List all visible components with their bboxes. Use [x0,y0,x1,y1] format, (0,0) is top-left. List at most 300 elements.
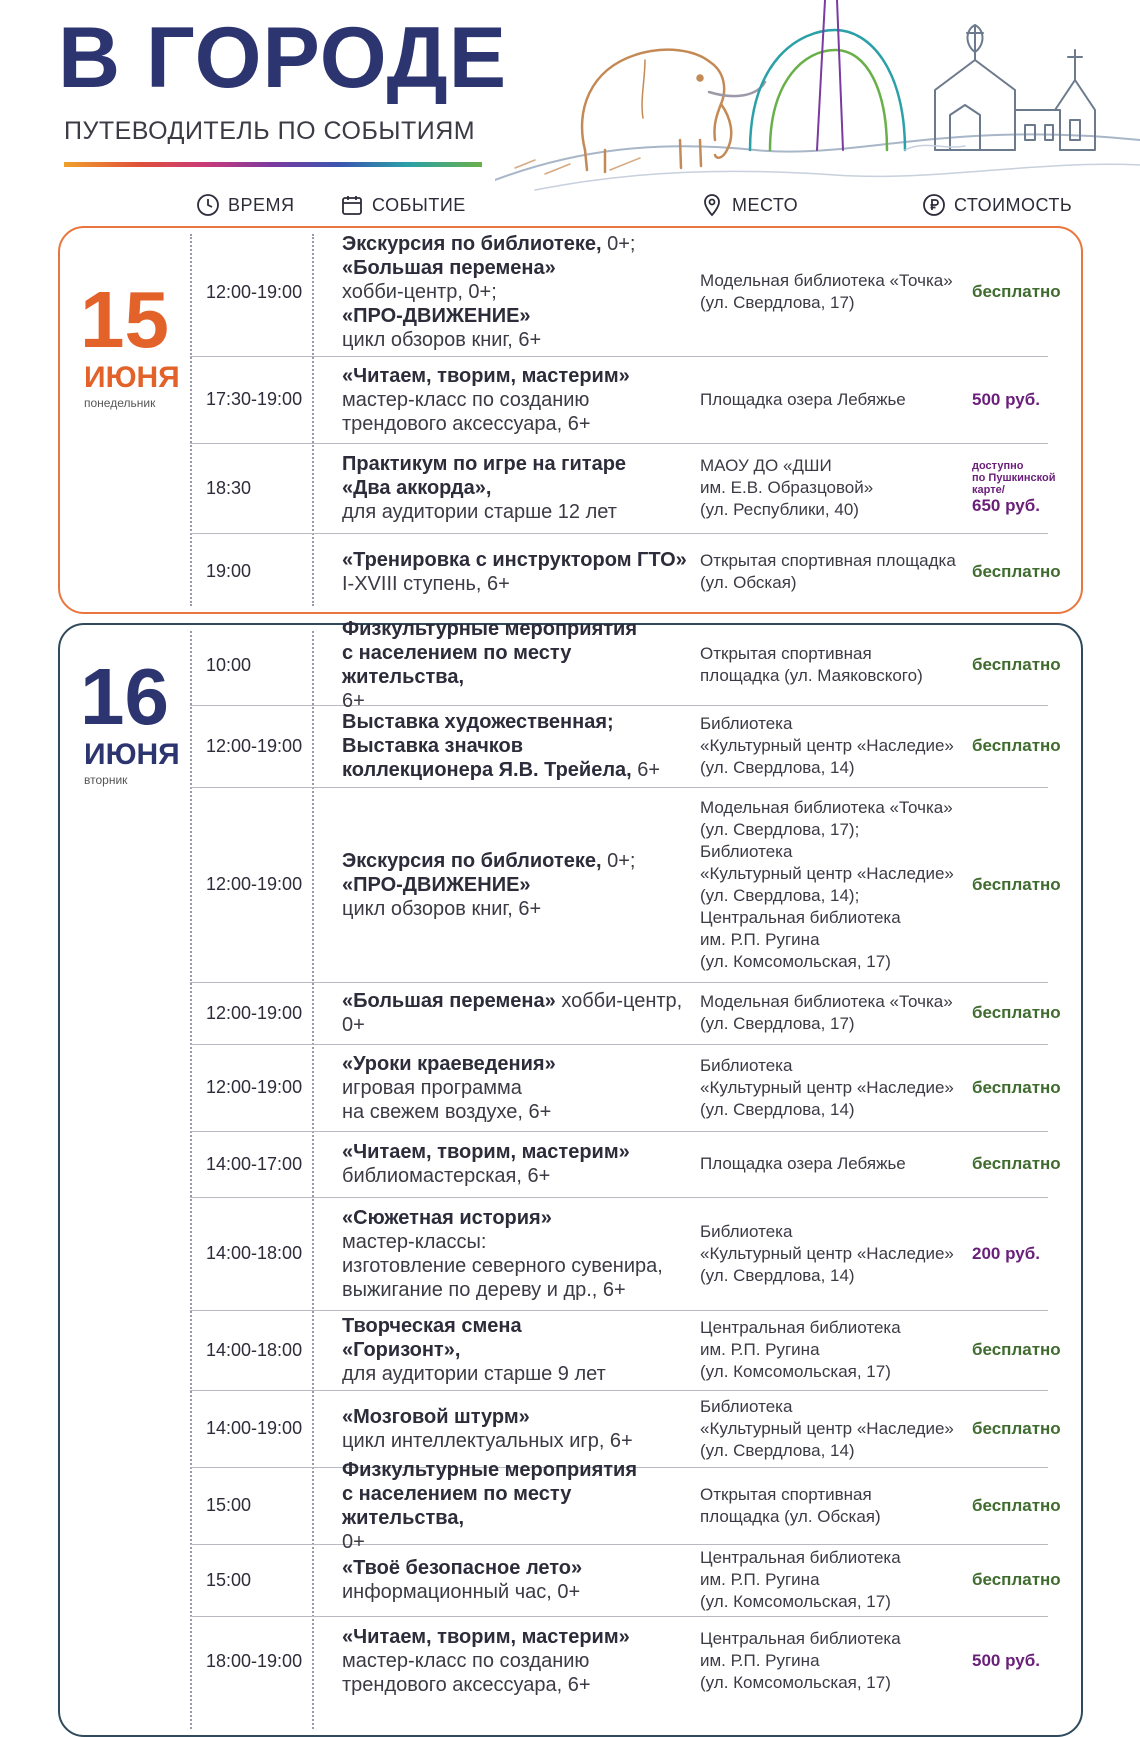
event-lines [342,1625,630,1697]
event-line [342,873,635,897]
price-block [972,460,1055,516]
place-line: (ул. Свердлова, 14) [700,1265,855,1285]
event-line [342,617,697,641]
event-title: «Сюжетная история» [342,1206,552,1229]
event-line [342,1673,630,1697]
event-lines [342,1458,697,1554]
price-value: 500 руб. [972,1651,1040,1670]
place-line: Площадка озера Лебяжье [700,389,906,409]
place-lines [700,1055,954,1121]
place-line: (ул. Республики, 40) [700,500,859,519]
place-line: (ул. Комсомольская, 17) [700,1673,891,1692]
price-value: бесплатно [972,655,1061,674]
event-row [190,228,1061,357]
event-row [190,787,1061,983]
event-price [972,1467,1082,1544]
place-line: (ул. Свердлова, 14); [700,885,860,905]
price-value: 200 руб. [972,1243,1040,1263]
place-lines [700,455,873,521]
event-line [342,1362,606,1386]
place-line: Открытая спортивная площадка [700,550,956,570]
event-detail: для аудитории старше 12 лет [342,501,617,523]
event-title: Практикум по игре на гитаре [342,453,627,475]
event-lines [342,364,630,436]
place-line: Модельная библиотека «Точка» [700,992,953,1011]
event-price [972,356,1082,443]
event-line [342,452,626,476]
place-line: (ул. Свердлова, 14) [700,1440,855,1460]
event-line [342,641,697,689]
place-line: «Культурный центр «Наследие» [700,1077,954,1097]
event-title: Физкультурные мероприятия [342,1458,637,1481]
price-block [972,655,1061,675]
event-time: 12:00-19:00 [206,735,303,756]
event-detail: 0+; [607,849,636,872]
event-lines [342,452,626,524]
place-lines [700,1628,901,1694]
event-place [700,705,962,787]
place-line: (ул. Обская) [700,572,797,592]
event-time: 18:30 [206,477,252,498]
event-line [342,1314,606,1338]
event-line [342,710,660,734]
event-line [342,232,635,256]
event-row [190,1544,1061,1617]
event-time: 12:00-19:00 [206,874,303,894]
price-block [972,1078,1061,1098]
event-description [342,533,697,610]
event-line [342,1230,663,1254]
event-time: 14:00-19:00 [206,1418,303,1438]
event-title: «Читаем, творим, мастерим» [342,1141,630,1163]
event-detail: I-XVIII ступень, 6+ [342,572,510,595]
event-row [190,1310,1061,1391]
column-header-time [196,193,295,217]
event-place [700,1544,962,1616]
event-detail: для аудитории старше 9 лет [342,1363,606,1385]
event-place [700,443,962,533]
event-line [342,1164,630,1188]
event-price [972,1197,1082,1310]
event-price [972,1044,1082,1131]
place-lines [700,1221,954,1287]
place-lines [700,550,956,594]
place-line: Библиотека [700,714,793,733]
event-line [342,1278,663,1302]
event-title: «Большая перемена» [342,257,556,279]
event-line [342,1625,630,1649]
place-line: МАОУ ДО «ДШИ [700,456,832,475]
event-place [700,1616,962,1706]
price-value: 650 руб. [972,496,1040,515]
event-row [190,1458,1061,1553]
event-lines [342,1052,556,1124]
event-title: «Твоё безопасное лето» [342,1557,583,1579]
event-row [190,1616,1048,1706]
event-title: «Мозговой штурм» [342,1405,530,1428]
event-row [190,618,1061,712]
place-line: (ул. Свердлова, 14) [700,1099,855,1119]
place-line: Открытая спортивная [700,644,872,663]
rainbow-divider [64,162,482,167]
event-lines [342,1140,630,1188]
clock-icon [196,193,220,217]
event-place [700,533,962,610]
event-line [342,1140,630,1164]
place-line: (ул. Комсомольская, 17) [700,951,891,971]
event-description [342,982,697,1044]
event-time: 17:30-19:00 [206,389,303,409]
event-place [700,1044,962,1131]
event-row [190,1044,1061,1132]
city-illustration [495,0,1140,200]
event-line [342,849,635,873]
event-lines [342,548,687,596]
event-title: «ПРО-ДВИЖЕНИЕ» [342,305,531,327]
column-label-price: СТОИМОСТЬ [954,194,1073,215]
event-time: 12:00-19:00 [206,1077,303,1097]
event-place [700,1467,962,1544]
event-time: 12:00-19:00 [206,1002,303,1023]
place-line: им. Р.П. Ругина [700,929,820,949]
event-title: Физкультурные мероприятия [342,618,637,640]
price-block [972,1154,1061,1174]
event-lines [342,1405,633,1453]
price-block [972,1003,1061,1023]
event-detail: выжигание по дереву и др., 6+ [342,1278,626,1301]
pushkin-card-note: карте/ [972,484,1005,496]
event-place [700,1310,962,1390]
event-description [342,1044,697,1131]
event-title: «Тренировка с инструктором ГТО» [342,548,687,571]
place-line: (ул. Комсомольская, 17) [700,1592,891,1611]
event-title: Экскурсия по библиотеке, [342,849,608,872]
event-line [342,364,630,388]
place-lines [700,1547,901,1613]
map-pin-icon [700,193,724,217]
event-description [342,1544,697,1616]
price-value: бесплатно [972,736,1061,755]
event-time: 14:00-17:00 [206,1153,303,1174]
event-lines [342,1314,606,1386]
event-place [700,1390,962,1467]
event-title: с населением по месту жительства, [342,1482,572,1529]
event-price [972,1131,1082,1197]
column-header-price [922,193,1072,217]
event-line [342,897,635,921]
event-line [342,1076,556,1100]
column-header-event [340,193,466,217]
event-description [342,618,697,712]
pushkin-card-note: доступно [972,460,1024,472]
event-line [342,412,630,436]
event-line [342,548,687,572]
event-detail: цикл интеллектуальных игр, 6+ [342,1429,633,1452]
page-subtitle: ПУТЕВОДИТЕЛЬ ПО СОБЫТИЯМ [64,117,476,145]
price-value: бесплатно [972,1077,1061,1097]
event-place [700,982,962,1044]
event-line [342,1580,582,1604]
event-detail: 6+ [637,759,661,781]
event-line [342,280,635,304]
place-lines [700,643,923,687]
price-block [972,562,1061,582]
price-block [972,390,1040,410]
event-title: «ПРО-ДВИЖЕНИЕ» [342,873,531,896]
ruble-icon [922,193,946,217]
event-detail: цикл обзоров книг, 6+ [342,897,542,920]
page-title: В ГОРОДЕ [58,10,508,106]
event-price [972,625,1082,705]
price-value: бесплатно [972,1495,1061,1515]
event-row [190,1197,1048,1311]
place-line: Центральная библиотека [700,1318,901,1337]
event-line [342,500,626,524]
day-number: 15 [80,275,169,364]
event-line [342,734,660,758]
event-lines [342,989,682,1037]
event-line [342,1429,633,1453]
event-line [342,1100,556,1124]
event-price [972,1310,1082,1390]
place-line: (ул. Свердлова, 17); [700,819,860,839]
event-line [342,989,682,1013]
price-value: бесплатно [972,1570,1061,1589]
place-lines [700,713,954,779]
event-time: 12:00-19:00 [206,281,303,302]
event-title: Экскурсия по библиотеке, [342,233,608,255]
event-lines [342,617,697,713]
event-detail: игровая программа [342,1076,522,1099]
place-line: «Культурный центр «Наследие» [700,736,954,755]
event-row [190,356,1048,444]
event-place [700,787,962,982]
event-line [342,1458,697,1482]
event-line [342,388,630,412]
day-month: ИЮНЯ [84,738,180,771]
event-price [972,982,1082,1044]
event-line [342,758,660,782]
event-price [972,1544,1082,1616]
event-description [342,787,697,982]
place-line: (ул. Свердлова, 14) [700,758,855,777]
event-detail: мастер-класс по созданию [342,1650,590,1672]
event-title: коллекционера Я.В. Трейела, [342,759,638,781]
arch-monument [750,0,905,150]
column-label-time: ВРЕМЯ [228,194,295,215]
event-detail: на свежем воздухе, 6+ [342,1100,552,1123]
event-line [342,1206,663,1230]
event-detail: трендового аксессуара, 6+ [342,1674,591,1696]
event-price [972,1390,1082,1467]
event-title: «Два аккорда», [342,477,492,499]
event-detail: 0+; [607,233,636,255]
event-row [190,533,1061,610]
event-title: «Читаем, творим, мастерим» [342,1626,630,1648]
place-line: Открытая спортивная [700,1484,872,1504]
price-block [972,1340,1061,1360]
event-description [342,1458,697,1553]
place-line: Центральная библиотека [700,1629,901,1648]
price-block [972,1570,1061,1590]
event-detail: библиомастерская, 6+ [342,1165,551,1187]
place-line: «Культурный центр «Наследие» [700,1243,954,1263]
event-line [342,1338,606,1362]
place-line: Библиотека [700,1396,793,1416]
event-description [342,1131,697,1197]
price-block [972,1419,1061,1439]
event-line [342,1405,633,1429]
place-line: «Культурный центр «Наследие» [700,1418,954,1438]
event-row [190,705,1061,788]
column-label-place: МЕСТО [732,194,799,215]
event-place [700,1131,962,1197]
place-line: им. Р.П. Ругина [700,1570,820,1589]
place-line: им. Р.П. Ругина [700,1340,820,1359]
event-place [700,625,962,705]
event-title: Творческая смена [342,1315,522,1337]
event-title: «Читаем, творим, мастерим» [342,364,630,387]
place-lines [700,1153,906,1175]
event-detail: 0+ [342,1530,365,1553]
mammoth-drawing [582,50,765,172]
event-place [700,356,962,443]
price-block [972,282,1061,302]
event-detail: 0+ [342,1014,365,1036]
event-lines [342,1556,582,1604]
event-time: 14:00-18:00 [206,1339,303,1360]
price-value: бесплатно [972,1154,1061,1173]
event-price [972,1616,1082,1706]
event-description [342,443,697,533]
event-line [342,572,687,596]
event-time: 14:00-18:00 [206,1243,303,1263]
place-lines [700,797,954,973]
event-line [342,1556,582,1580]
event-description [342,228,697,356]
place-line: (ул. Свердлова, 17) [700,293,855,312]
calendar-icon [340,193,364,217]
event-time: 18:00-19:00 [206,1650,303,1671]
event-price [972,705,1082,787]
event-line [342,256,635,280]
event-row [190,443,1056,534]
place-lines [700,1396,954,1462]
event-description [342,1310,697,1390]
place-line: Библиотека [700,1221,793,1241]
price-value: бесплатно [972,874,1061,894]
event-title: «Большая перемена» [342,990,556,1012]
price-value: бесплатно [972,1003,1061,1022]
day-month: ИЮНЯ [84,361,180,394]
event-lines [342,232,635,352]
event-price [972,228,1082,356]
event-time: 15:00 [206,1569,252,1590]
place-line: им. Е.В. Образцовой» [700,478,874,497]
place-line: Центральная библиотека [700,1548,901,1567]
place-line: площадка (ул. Обская) [700,1506,881,1526]
column-header-place [700,193,798,217]
event-detail: информационный час, 0+ [342,1581,581,1603]
price-block [972,875,1061,895]
place-line: «Культурный центр «Наследие» [700,863,954,883]
event-detail: трендового аксессуара, 6+ [342,412,591,435]
event-detail: мастер-класс по созданию [342,388,590,411]
event-detail: мастер-классы: [342,1230,487,1253]
event-time: 10:00 [206,654,252,675]
price-block [972,1244,1040,1264]
price-block [972,1496,1061,1516]
place-lines [700,1317,901,1383]
event-detail: изготовление северного сувенира, [342,1254,663,1277]
event-price [972,787,1082,982]
event-place [700,1197,962,1310]
pushkin-card-note: по Пушкинской [972,472,1056,484]
event-title: с населением по месту жительства, [342,642,572,688]
place-line: площадка (ул. Маяковского) [700,666,923,685]
event-lines [342,1206,663,1302]
place-line: (ул. Свердлова, 17) [700,1014,855,1033]
price-block [972,1651,1040,1671]
place-line: Библиотека [700,841,793,861]
event-title: Выставка художественная; [342,711,614,733]
event-row [190,1390,1061,1468]
event-row [190,982,1061,1045]
church-drawing [935,25,1095,150]
event-place [700,228,962,356]
event-line [342,304,635,328]
event-detail: 6+ [342,690,365,712]
place-line: Модельная библиотека «Точка» [700,271,953,290]
event-time: 19:00 [206,561,252,581]
event-line [342,1649,630,1673]
price-value: бесплатно [972,282,1061,301]
event-description [342,1197,697,1310]
place-lines [700,389,906,411]
day-weekday: понедельник [84,396,156,410]
place-line: им. Р.П. Ругина [700,1651,820,1670]
event-line [342,1254,663,1278]
place-lines [700,270,953,314]
place-line: (ул. Комсомольская, 17) [700,1362,891,1381]
price-value: 500 руб. [972,389,1040,409]
event-description [342,1390,697,1467]
price-value: бесплатно [972,1418,1061,1438]
place-line: Модельная библиотека «Точка» [700,797,953,817]
event-title: Выставка значков [342,735,524,757]
place-lines [700,1484,881,1528]
event-line [342,1052,556,1076]
event-line [342,328,635,352]
place-line: Центральная библиотека [700,907,901,927]
place-line: Площадка озера Лебяжье [700,1154,906,1173]
place-lines [700,991,953,1035]
event-price [972,443,1082,533]
event-line [342,1013,682,1037]
event-time: 15:00 [206,1495,252,1515]
event-description [342,356,697,443]
price-value: бесплатно [972,561,1061,581]
price-value: бесплатно [972,1340,1061,1359]
event-detail: хобби-центр, 0+; [342,281,497,303]
day-weekday: вторник [84,773,128,787]
event-line [342,1482,697,1530]
event-detail: хобби-центр, [555,990,683,1012]
event-lines [342,849,635,921]
place-line: Библиотека [700,1055,793,1075]
column-label-event: СОБЫТИЕ [372,194,466,215]
event-lines [342,710,660,782]
